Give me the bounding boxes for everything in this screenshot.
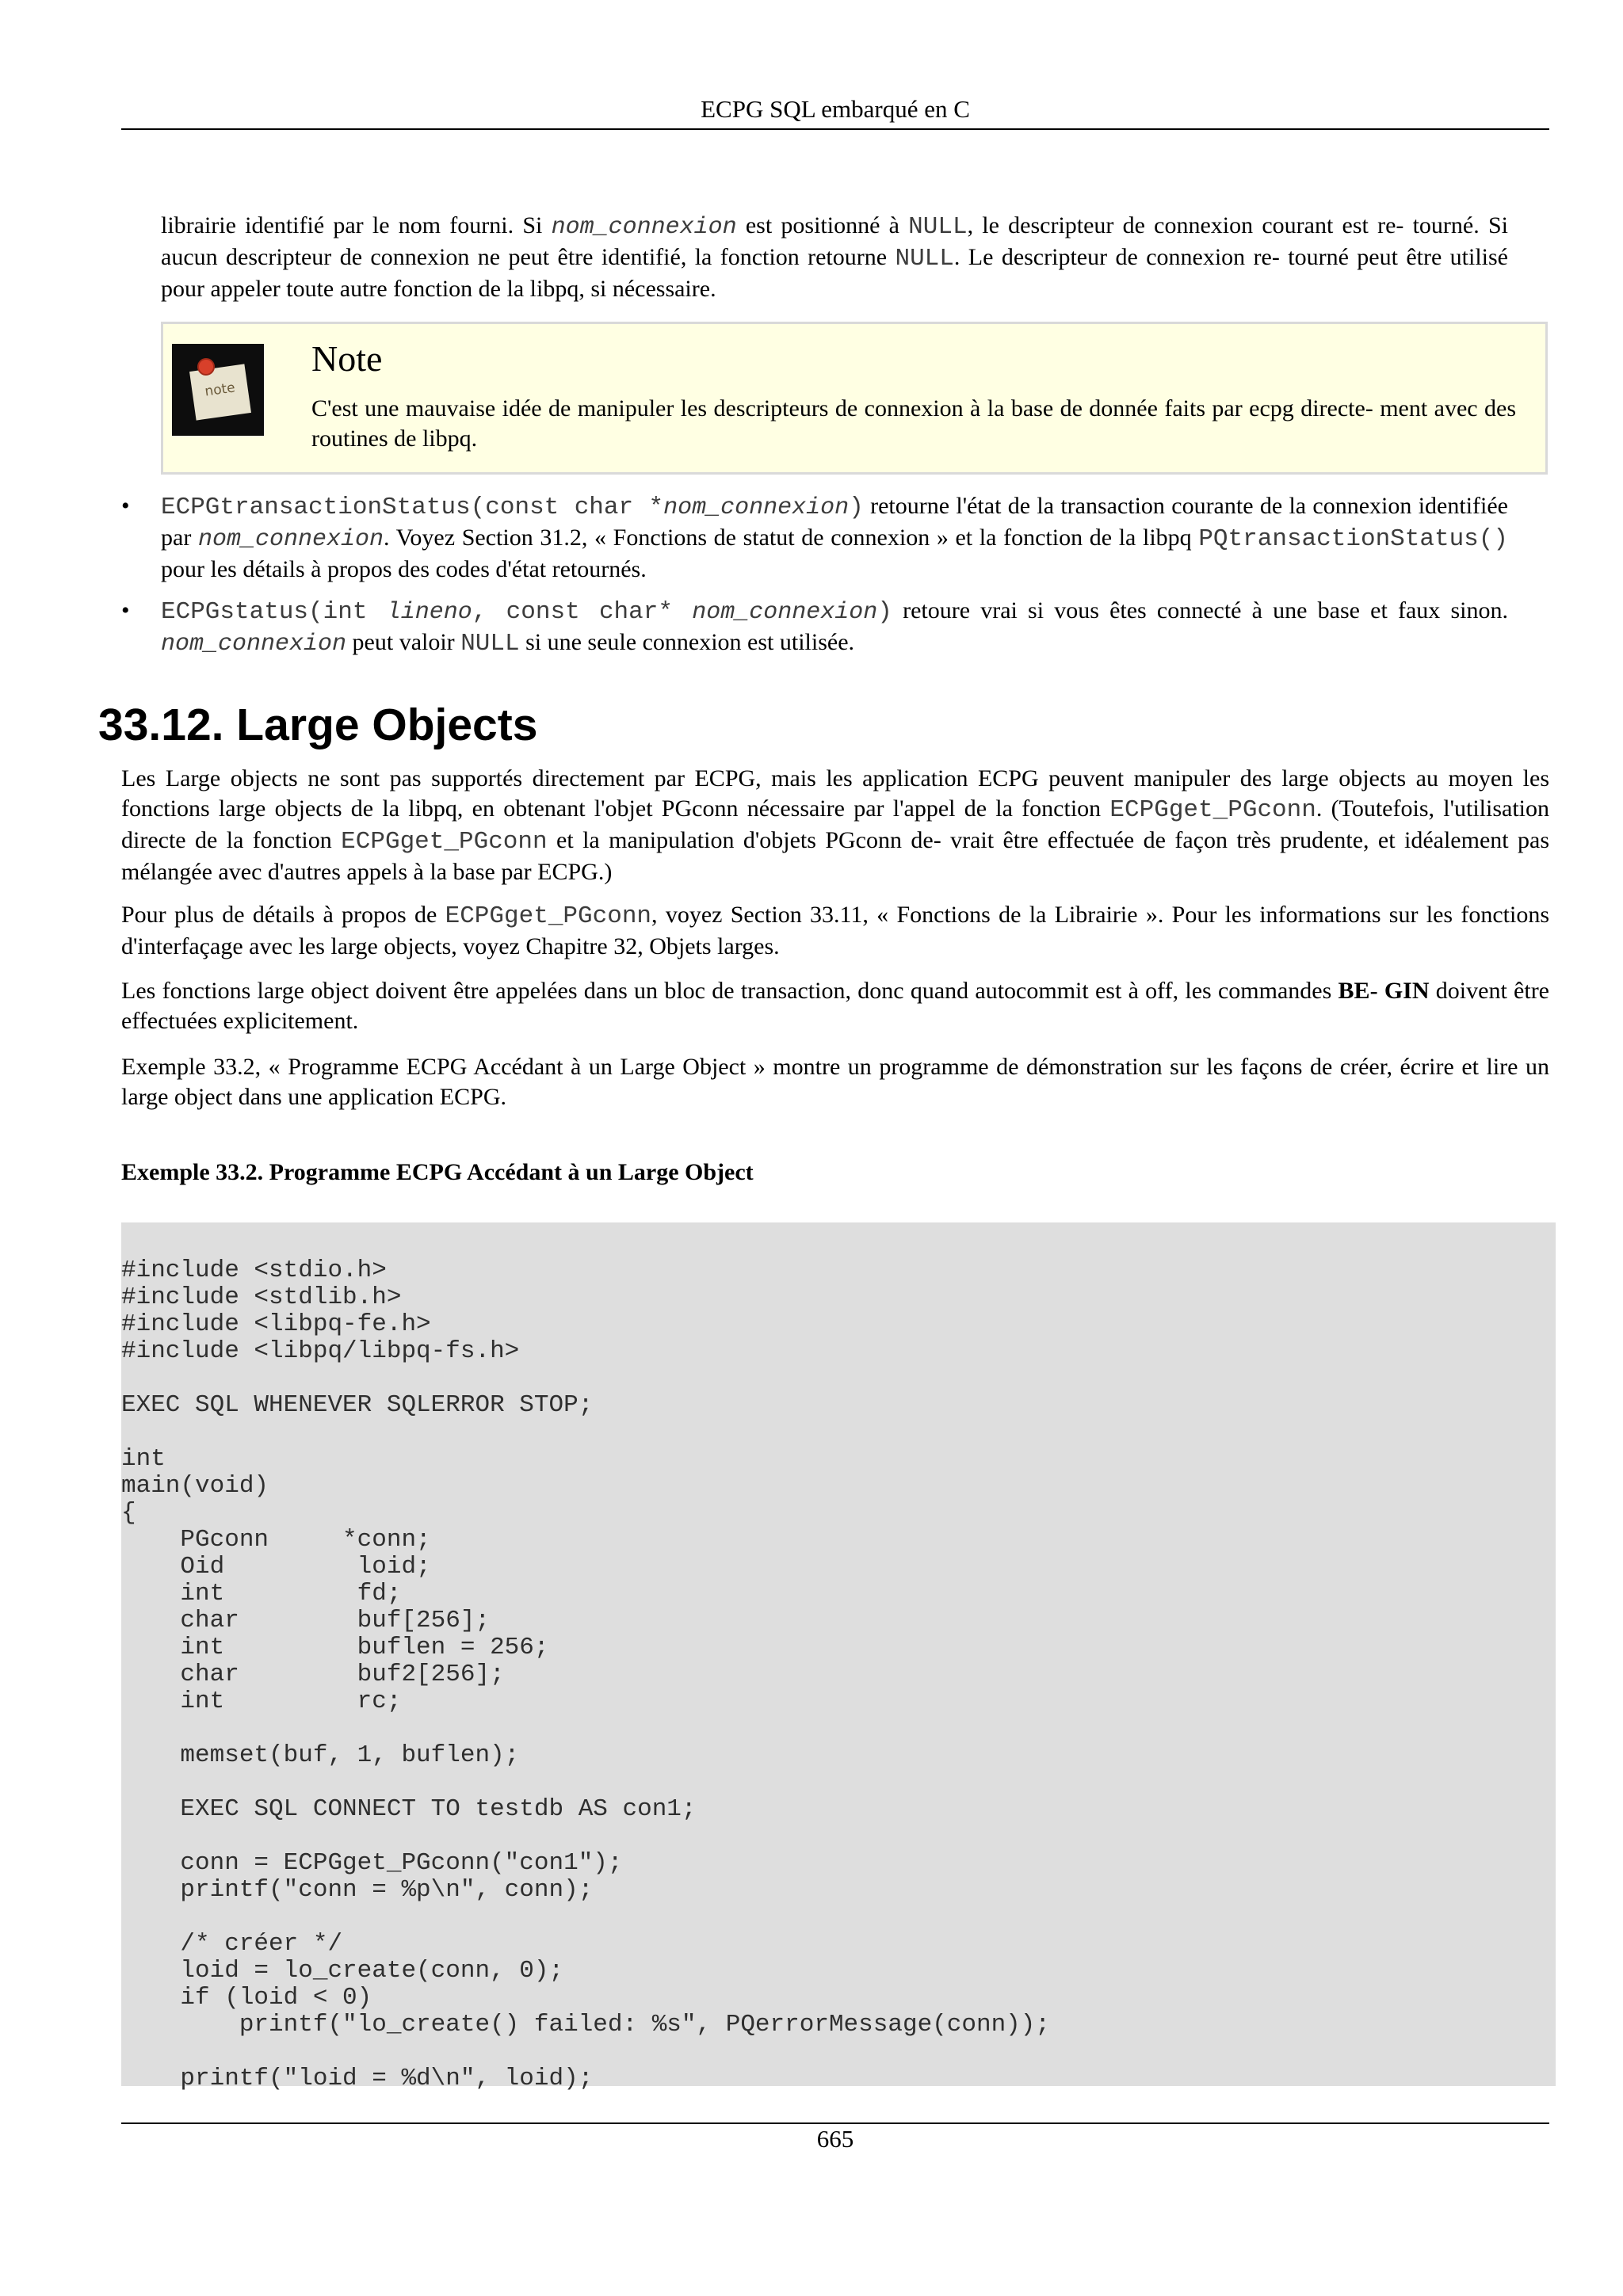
- inline-variable: nom_connexion: [551, 214, 737, 241]
- inline-variable: nom_connexion: [197, 526, 384, 553]
- inline-code: ECPGstatus(int: [161, 598, 387, 626]
- paragraph-example-intro: Exemple 33.2, « Programme ECPG Accédant à un Large Object » montre un programme de démonstration sur les façons de créer, écrire et lire un large object dans une application ECPG.: [121, 1054, 1549, 1110]
- example-title: Exemple 33.2. Programme ECPG Accédant à un Large Object: [121, 1159, 754, 1185]
- bullet-item-status: ECPGstatus(int lineno, const char* nom_connexion) retoure vrai si vous êtes connecté à une base et faux sinon. nom_connexion peut valoir NULL si une seule connexion est utilisée.: [161, 597, 1508, 658]
- inline-code: ECPGget_PGconn: [341, 828, 548, 856]
- inline-code: ECPGtransactionStatus(const char *: [161, 494, 664, 521]
- inline-code: NULL: [460, 630, 520, 658]
- inline-code: NULL: [908, 213, 968, 241]
- running-header: ECPG SQL embarqué en C: [701, 95, 970, 123]
- note-title: Note: [311, 338, 383, 379]
- inline-code: ECPGget_PGconn: [445, 902, 652, 930]
- pushpin-icon: [197, 358, 215, 376]
- paragraph-details: Pour plus de détails à propos de ECPGget_PGconn, voyez Section 33.11, « Fonctions de la Librairie ». Pour les informations sur les fonctions d'interfaçage avec les large objects, voyez Chapitre 32, Objets larges.: [121, 902, 1549, 959]
- inline-variable: lineno: [386, 599, 472, 626]
- code-text: #include <stdio.h> #include <stdlib.h> #include <libpq-fe.h> #include <libpq/libpq-fs.h> EXEC SQL WHENEVER SQLERROR STOP; int main(void) { PGconn *conn; Oid loid; int fd; char buf[256]; int buflen = 256; char buf2[256]; int rc; memset(buf, 1, buflen); EXEC SQL CONNECT TO testdb AS con1; conn = ECPGget_PGconn("con1"); printf("conn = %p\n", conn); /* créer */ loid = lo_create(conn, 0); if (loid < 0) printf("lo_create() failed: %s", PQerrorMessage(conn)); printf("loid = %d\n", loid);: [121, 1257, 1050, 2092]
- code-listing: [121, 1222, 1556, 2092]
- page-number: 665: [816, 2125, 854, 2153]
- inline-variable: nom_connexion: [692, 599, 878, 626]
- paragraph-large-objects-intro: Les Large objects ne sont pas supportés directement par ECPG, mais les application ECPG peuvent manipuler des large objects au moyen les fonctions large objects de la libpq, en obtenant l'objet PGconn nécessaire par l'appel de la fonction ECPGget_PGconn. (Toutefois, l'utilisation directe de la fonction ECPGget_PGconn et la manipulation d'objets PGconn de- vrait être effectuée de façon très prudente, et idéalement pas mélangée avec d'autres appels à la base par ECPG.): [121, 765, 1549, 885]
- inline-bold: BE- GIN: [1338, 978, 1430, 1004]
- section-heading: 33.12. Large Objects: [98, 700, 538, 750]
- note-admonition: [161, 322, 1548, 475]
- bullet-item-transaction-status: ECPGtransactionStatus(const char *nom_connexion) retourne l'état de la transaction courante de la connexion identifiée par nom_connexion. Voyez Section 31.2, « Fonctions de statut de connexion » et la fonction de la libpq PQtransactionStatus() pour les détails à propos des codes d'état retournés.: [161, 493, 1508, 582]
- intro-paragraph: librairie identifié par le nom fourni. Si nom_connexion est positionné à NULL, le descripteur de connexion courant est re- tourné. Si aucun descripteur de connexion ne peut être identifié, la fonction retourne NULL. Le descripteur de connexion re- tourné peut être utilisé pour appeler toute autre fonction de la libpq, si nécessaire.: [161, 212, 1508, 302]
- inline-variable: nom_connexion: [161, 631, 347, 658]
- note-icon-paper: note: [189, 364, 251, 420]
- paragraph-transaction: Les fonctions large object doivent être appelées dans un bloc de transaction, donc quand autocommit est à off, les commandes BE- GIN doivent être effectuées explicitement.: [121, 978, 1550, 1034]
- inline-code: PQtransactionStatus(): [1198, 525, 1508, 553]
- bullet-marker: •: [121, 597, 130, 624]
- note-text: C'est une mauvaise idée de manipuler les descripteurs de connexion à la base de donnée faits par ecpg directe- ment avec des routines de libpq.: [311, 395, 1516, 452]
- inline-code: ECPGget_PGconn: [1109, 796, 1316, 824]
- inline-code: NULL: [895, 245, 954, 273]
- bullet-marker: •: [121, 493, 130, 519]
- header-divider: [121, 128, 1549, 130]
- inline-variable: nom_connexion: [663, 494, 850, 521]
- note-icon: [172, 344, 264, 436]
